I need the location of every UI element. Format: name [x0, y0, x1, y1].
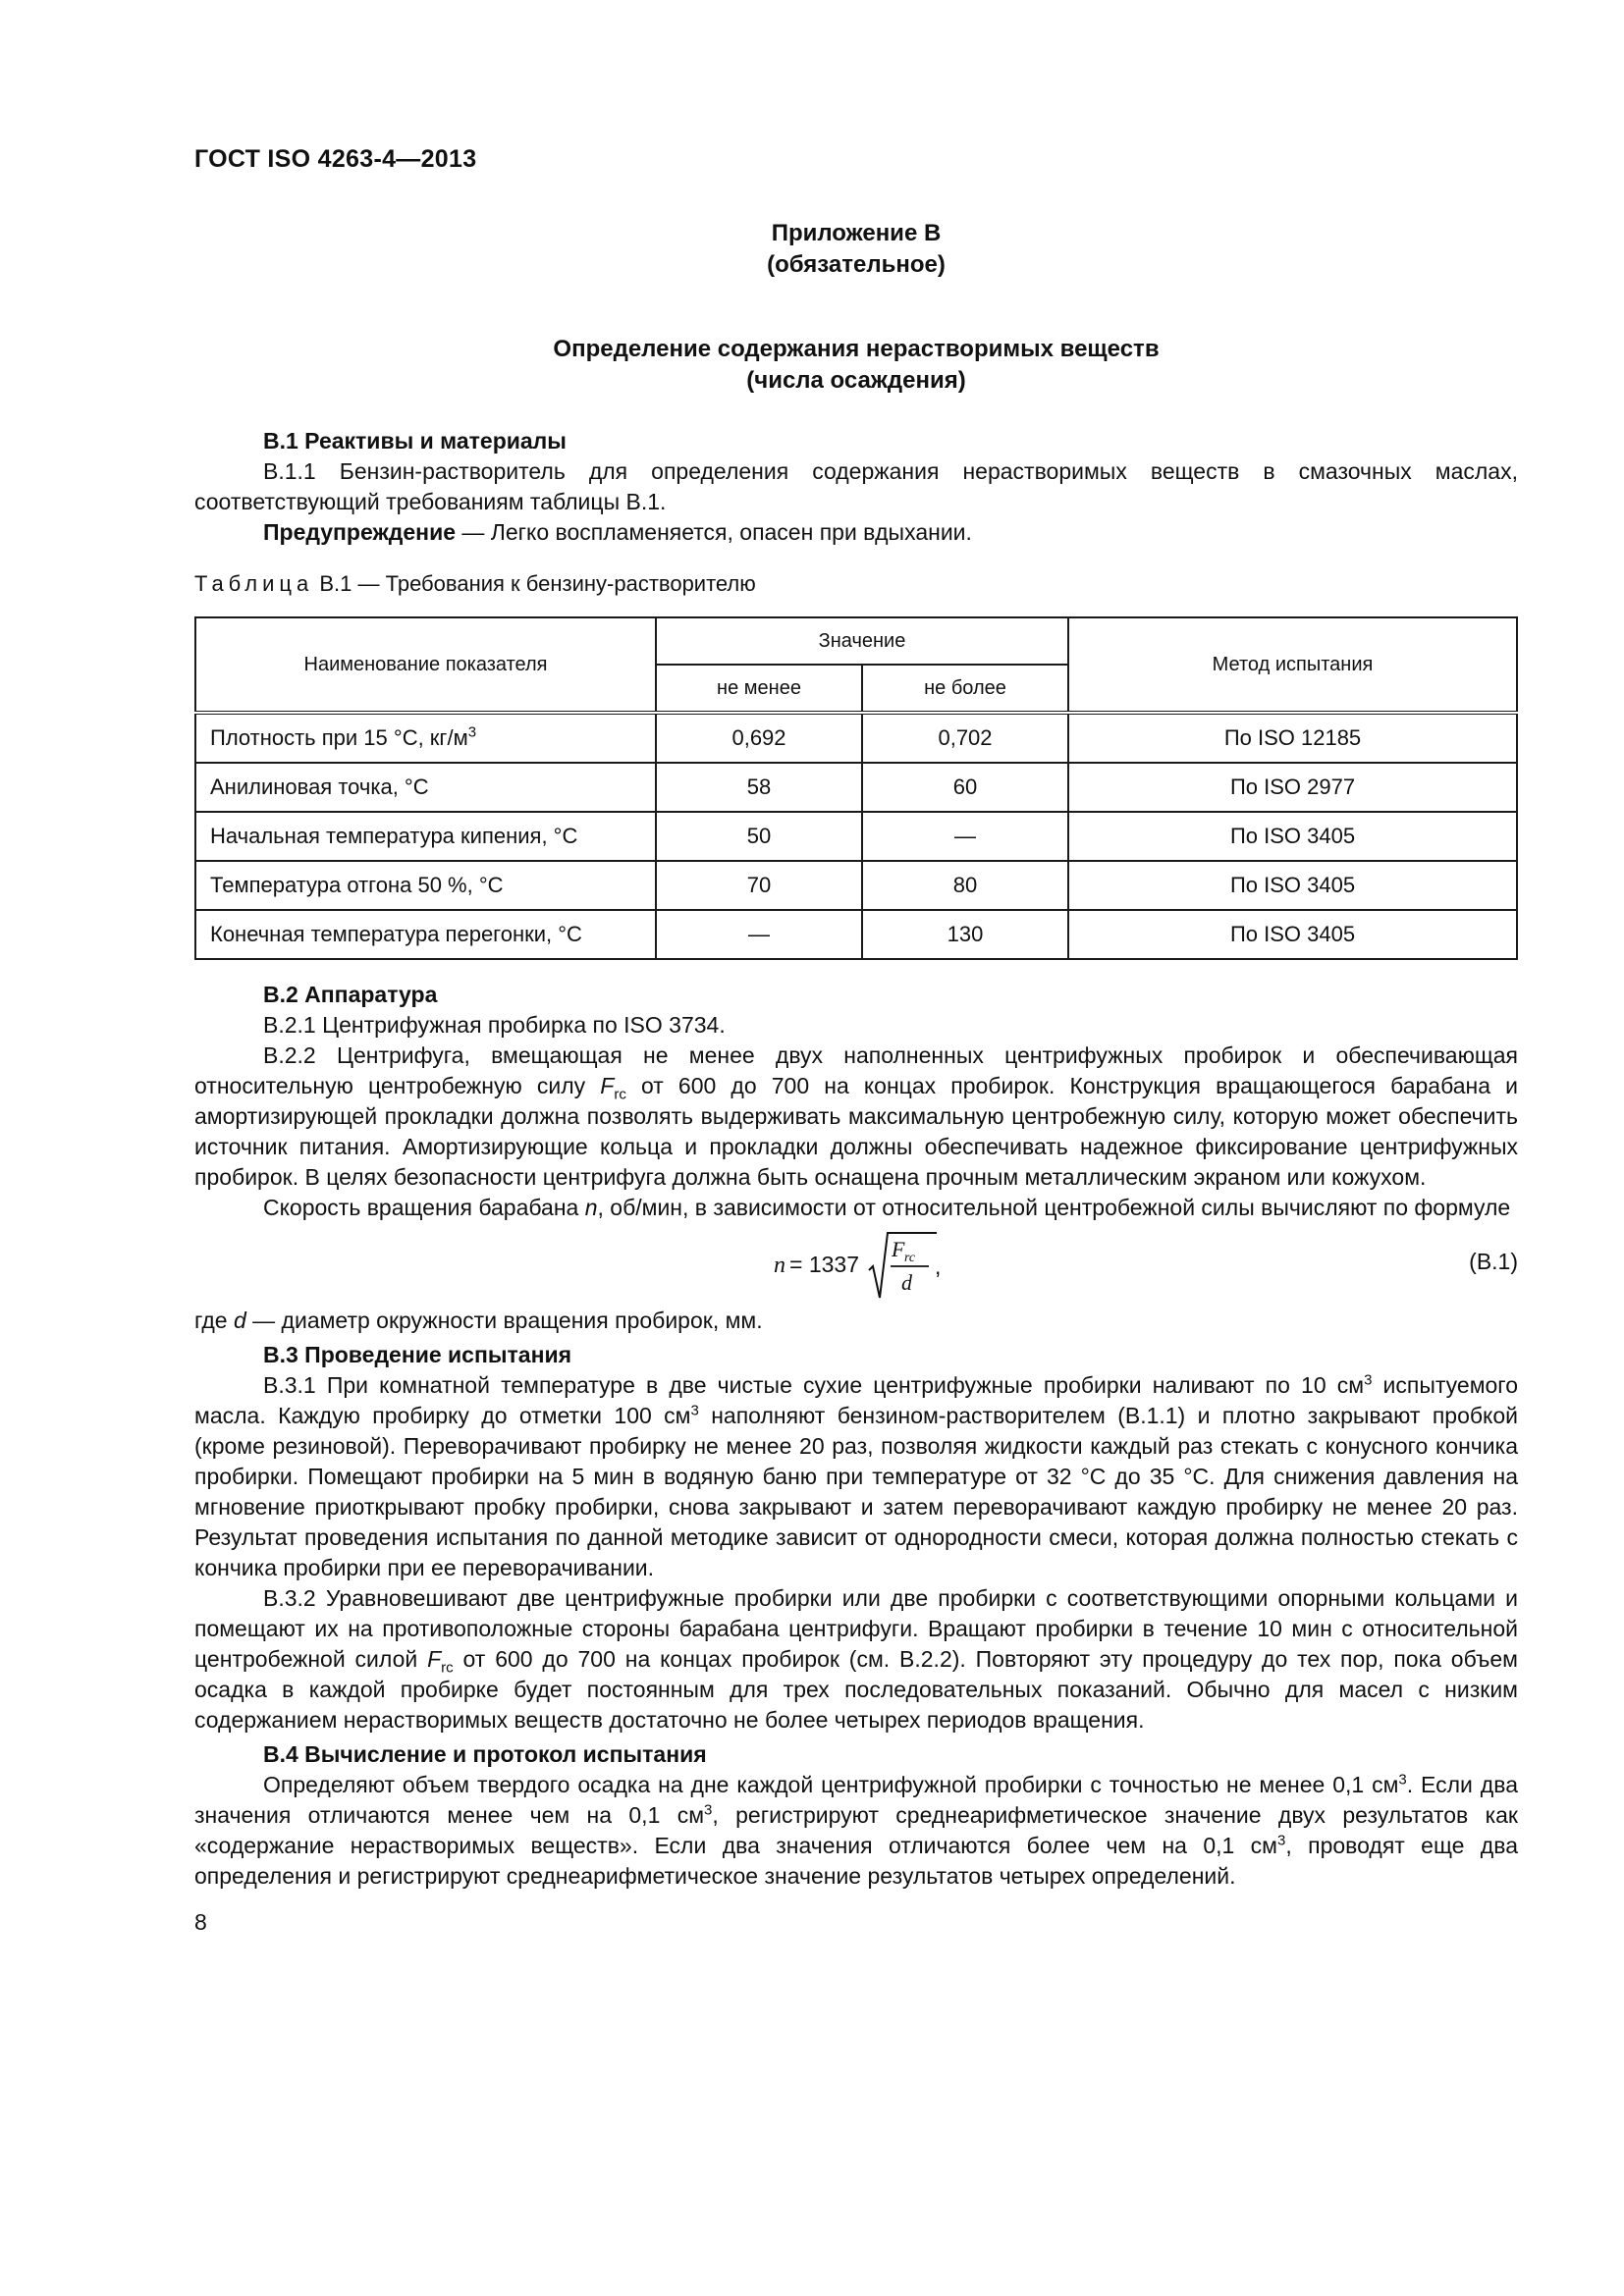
- cell-min: 50: [656, 812, 862, 861]
- section-b3-title: В.3 Проведение испытания: [263, 1342, 572, 1367]
- header-value: Значение: [656, 617, 1068, 665]
- cell-max: 80: [862, 861, 1068, 910]
- section-b4-title: В.4 Вычисление и протокол испытания: [263, 1741, 707, 1767]
- cell-method: По ISO 3405: [1068, 812, 1517, 861]
- table-row: [195, 763, 1517, 812]
- warning-label: Предупреждение: [263, 519, 456, 545]
- section-b1-title: В.1 Реактивы и материалы: [263, 428, 567, 454]
- cell-name: Начальная температура кипения, °С: [195, 812, 656, 861]
- cell-method: По ISO 2977: [1068, 763, 1517, 812]
- paragraph-where: где d — диаметр окружности вращения пробирок, мм.: [194, 1308, 763, 1333]
- table-caption-text: В.1 — Требования к бензину-растворителю: [313, 571, 756, 596]
- svg-text:,: ,: [935, 1254, 942, 1279]
- cell-min: 70: [656, 861, 862, 910]
- cell-method: По ISO 12185: [1068, 713, 1517, 763]
- cell-name: Плотность при 15 °С, $кг/м^3$: [195, 713, 656, 763]
- annex-title: Приложение В: [771, 220, 942, 246]
- svg-text:d: d: [901, 1270, 912, 1295]
- annex-heading-line1: Определение содержания нерастворимых веществ: [553, 336, 1160, 362]
- paragraph-b1-1: В.1.1 Бензин-растворитель для определения содержания нерастворимых веществ в смазочных маслах, соответствующий требованиям таблицы В.1.: [194, 458, 1518, 514]
- table-row: [195, 812, 1517, 861]
- header-min: не менее: [656, 665, 862, 713]
- cell-method: По ISO 3405: [1068, 861, 1517, 910]
- paragraph-b2-2: В.2.2 Центрифуга, вмещающая не менее двух наполненных центрифужных пробирок и обеспечивающая относительную центробежную силу $F_{rc}$ от 600 до 700 на концах пробирок. Конструкция вращающегося барабана и амортизирующей прокладки должна позволять выдерживать максимальную центробежную силу, которую может обеспечить источник питания. Амортизирующие кольца и прокладки должны обеспечивать надежное фиксирование центрифужных пробирок. В целях безопасности центрифуга должна быть оснащена прочным металлическим экраном или кожухом.: [194, 1042, 1518, 1190]
- cell-min: 0,692: [656, 713, 862, 763]
- section-b2-title: В.2 Аппаратура: [263, 982, 438, 1007]
- formula-number: (В.1): [1469, 1249, 1518, 1274]
- page-number: 8: [194, 1909, 207, 1935]
- cell-max: 130: [862, 910, 1068, 959]
- table-row: [195, 713, 1517, 763]
- annex-heading-line2: (числа осаждения): [746, 367, 966, 394]
- requirements-table: [194, 616, 1518, 960]
- paragraph-b4: Определяют объем твердого осадка на дне каждой центрифужной пробирки с точностью не менее 0,1 $см^3$. Если два значения отличаются менее чем на 0,1 $см^3$, регистрируют среднеарифметическое значение двух результатов как «содержание нерастворимых веществ». Если два значения отличаются более чем на 0,1 $см^3$, проводят еще два определения и регистрируют среднеарифметическое значение результатов четырех определений.: [194, 1771, 1518, 1889]
- table-row: [195, 910, 1517, 959]
- warning-paragraph: [194, 517, 1518, 548]
- table-caption-word: Таблица: [194, 571, 314, 596]
- table-row: [195, 861, 1517, 910]
- cell-method: По ISO 3405: [1068, 910, 1517, 959]
- paragraph-b3-2: В.3.2 Уравновешивают две центрифужные пробирки или две пробирки с соответствующими опорными кольцами и помещают их на противоположные стороны барабана центрифуги. Вращают пробирки в течение 10 мин с относительной центробежной силой $F_{rc}$ от 600 до 700 на концах пробирок (см. В.2.2). Повторяют эту процедуру до тех пор, пока объем осадка в каждой пробирке будет постоянным для трех последовательных показаний. Обычно для масел с низким содержанием нерастворимых веществ достаточно не более четырех периодов вращения.: [194, 1585, 1518, 1733]
- document-page: [194, 145, 1518, 1936]
- annex-status: (обязательное): [767, 251, 946, 278]
- header-name: Наименование показателя: [195, 617, 656, 713]
- cell-max: 0,702: [862, 713, 1068, 763]
- table-caption: [194, 569, 1518, 599]
- standard-header: ГОСТ ISO 4263-4—2013: [194, 145, 477, 173]
- cell-max: —: [862, 812, 1068, 861]
- cell-max: 60: [862, 763, 1068, 812]
- header-max: не более: [862, 665, 1068, 713]
- svg-text:= 1337: = 1337: [789, 1252, 859, 1277]
- header-method: Метод испытания: [1068, 617, 1517, 713]
- cell-min: 58: [656, 763, 862, 812]
- paragraph-b3-1: В.3.1 При комнатной температуре в две чистые сухие центрифужные пробирки наливают по 10 $см^3$ испытуемого масла. Каждую пробирку до отметки 100 $см^3$ наполняют бензином-растворителем (В.1.1) и плотно закрывают пробкой (кроме резиновой). Переворачивают пробирку не менее 20 раз, позволяя жидкости каждый раз стекать с конусного кончика пробирки. Помещают пробирки на 5 мин в водяную баню при температуре от 32 °С до 35 °С. Для снижения давления на мгновение приоткрывают пробку пробирки, снова закрывают и затем переворачивают каждую пробирку не менее 20 раз. Результат проведения испытания по данной методике зависит от однородности смеси, которая должна полностью стекать с кончика пробирки при ее переворачивании.: [194, 1371, 1519, 1580]
- cell-name: Конечная температура перегонки, °С: [195, 910, 656, 959]
- cell-name: Температура отгона 50 %, °С: [195, 861, 656, 910]
- cell-min: —: [656, 910, 862, 959]
- svg-text:F: F: [892, 1237, 905, 1261]
- warning-text: — Легко воспламеняется, опасен при вдыхании.: [456, 519, 972, 545]
- svg-text:rc: rc: [904, 1251, 916, 1265]
- paragraph-b2-1: В.2.1 Центрифужная пробирка по ISO 3734.: [263, 1012, 726, 1038]
- cell-name: Анилиновая точка, °С: [195, 763, 656, 812]
- formula-b1: [194, 1227, 1518, 1302]
- formula-expression: [774, 1227, 950, 1302]
- paragraph-speed: Скорость вращения барабана n, об/мин, в зависимости от относительной центробежной силы вычисляют по формуле: [263, 1195, 1511, 1220]
- svg-text:n: n: [774, 1253, 785, 1278]
